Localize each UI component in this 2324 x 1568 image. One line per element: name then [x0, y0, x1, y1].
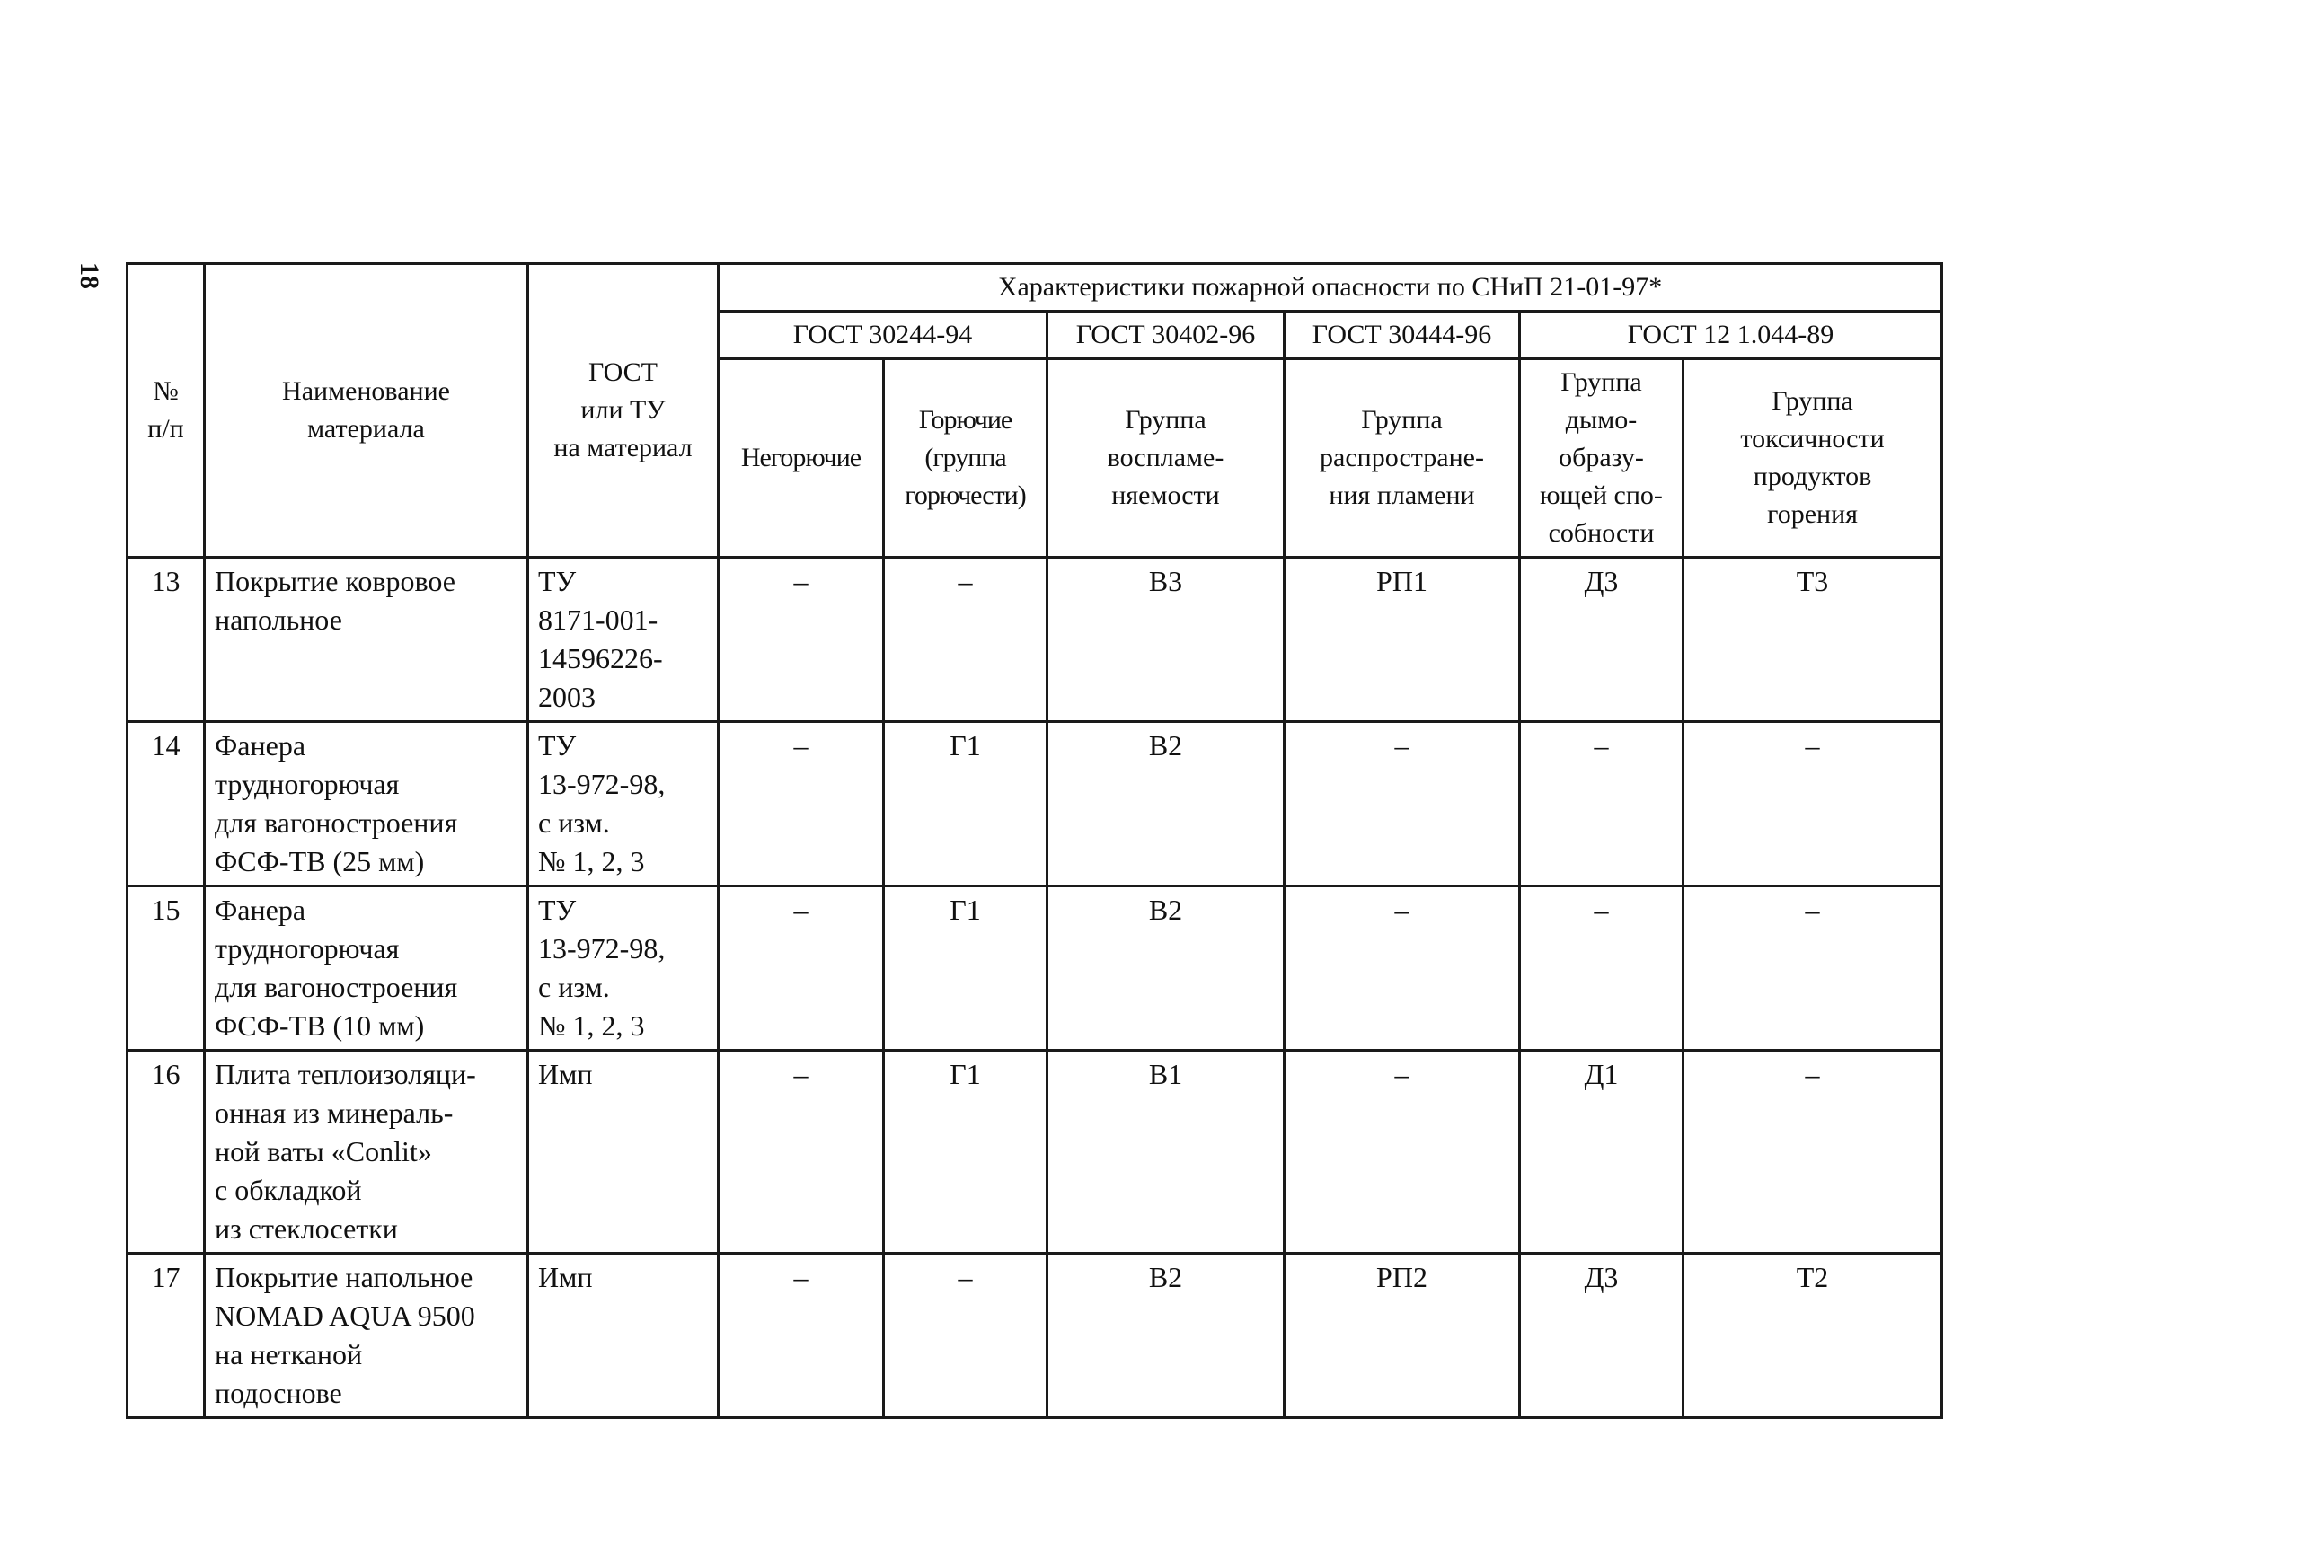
- row-num: 13: [128, 558, 205, 722]
- row-smoke: Д3: [1520, 1254, 1683, 1418]
- row-toxicity: Т2: [1683, 1254, 1942, 1418]
- header-toxicity: Группа токсичности продуктов горения: [1683, 359, 1942, 558]
- header-smoke: Группа дымо- образу- ющей спо- собности: [1520, 359, 1683, 558]
- row-material-name: Фанера трудногорючая для вагоностроения ФСФ-ТВ (10 мм): [205, 886, 528, 1051]
- header-gost-30402: ГОСТ 30402-96: [1047, 312, 1285, 359]
- row-gost: ТУ 8171-001- 14596226- 2003: [528, 558, 719, 722]
- row-flame-spread: РП2: [1285, 1254, 1520, 1418]
- header-name: Наименование материала: [205, 264, 528, 558]
- header-flame-spread: Группа распростране- ния пламени: [1285, 359, 1520, 558]
- header-group-title: Характеристики пожарной опасности по СНиП 21-01-97*: [719, 264, 1942, 312]
- row-ignitability: В2: [1047, 1254, 1285, 1418]
- row-flame-spread: –: [1285, 1051, 1520, 1254]
- row-num: 16: [128, 1051, 205, 1254]
- table-row: [128, 1051, 1942, 1254]
- row-num: 17: [128, 1254, 205, 1418]
- row-gost: ТУ 13-972-98, с изм. № 1, 2, 3: [528, 886, 719, 1051]
- fire-hazard-table: [126, 262, 1943, 1419]
- row-non-combustible: –: [719, 886, 884, 1051]
- row-smoke: –: [1520, 886, 1683, 1051]
- row-flame-spread: –: [1285, 722, 1520, 886]
- row-ignitability: В2: [1047, 886, 1285, 1051]
- row-material-name: Покрытие напольное NOMAD AQUA 9500 на нетканой подоснове: [205, 1254, 528, 1418]
- row-num: 14: [128, 722, 205, 886]
- row-smoke: –: [1520, 722, 1683, 886]
- row-combustible: Г1: [884, 886, 1047, 1051]
- table-row: [128, 558, 1942, 722]
- header-gost-30244: ГОСТ 30244-94: [719, 312, 1047, 359]
- row-combustible: –: [884, 558, 1047, 722]
- row-ignitability: В1: [1047, 1051, 1285, 1254]
- table-row: [128, 722, 1942, 886]
- row-smoke: Д1: [1520, 1051, 1683, 1254]
- row-combustible: Г1: [884, 1051, 1047, 1254]
- header-ignitability: Группа воспламе- няемости: [1047, 359, 1285, 558]
- header-num: № п/п: [128, 264, 205, 558]
- row-non-combustible: –: [719, 722, 884, 886]
- row-toxicity: –: [1683, 722, 1942, 886]
- header-non-combustible: Негорючие: [719, 359, 884, 558]
- page-number: 18: [75, 262, 104, 289]
- row-combustible: Г1: [884, 722, 1047, 886]
- row-flame-spread: –: [1285, 886, 1520, 1051]
- row-smoke: Д3: [1520, 558, 1683, 722]
- row-toxicity: –: [1683, 886, 1942, 1051]
- row-gost: Имп: [528, 1051, 719, 1254]
- header-gost-30444: ГОСТ 30444-96: [1285, 312, 1520, 359]
- row-ignitability: В3: [1047, 558, 1285, 722]
- row-toxicity: –: [1683, 1051, 1942, 1254]
- header-gost: ГОСТ или ТУ на материал: [528, 264, 719, 558]
- row-ignitability: В2: [1047, 722, 1285, 886]
- header-gost-12: ГОСТ 12 1.044-89: [1520, 312, 1942, 359]
- row-material-name: Фанера трудногорючая для вагоностроения ФСФ-ТВ (25 мм): [205, 722, 528, 886]
- row-toxicity: Т3: [1683, 558, 1942, 722]
- row-non-combustible: –: [719, 558, 884, 722]
- row-gost: ТУ 13-972-98, с изм. № 1, 2, 3: [528, 722, 719, 886]
- row-non-combustible: –: [719, 1051, 884, 1254]
- row-material-name: Покрытие ковровое напольное: [205, 558, 528, 722]
- table-row: [128, 886, 1942, 1051]
- row-material-name: Плита теплоизоляци- онная из минераль- ной ваты «Conlit» с обкладкой из стеклосетки: [205, 1051, 528, 1254]
- row-gost: Имп: [528, 1254, 719, 1418]
- table-row: [128, 1254, 1942, 1418]
- row-combustible: –: [884, 1254, 1047, 1418]
- row-flame-spread: РП1: [1285, 558, 1520, 722]
- row-non-combustible: –: [719, 1254, 884, 1418]
- header-combustible: Горючие (группа горючести): [884, 359, 1047, 558]
- row-num: 15: [128, 886, 205, 1051]
